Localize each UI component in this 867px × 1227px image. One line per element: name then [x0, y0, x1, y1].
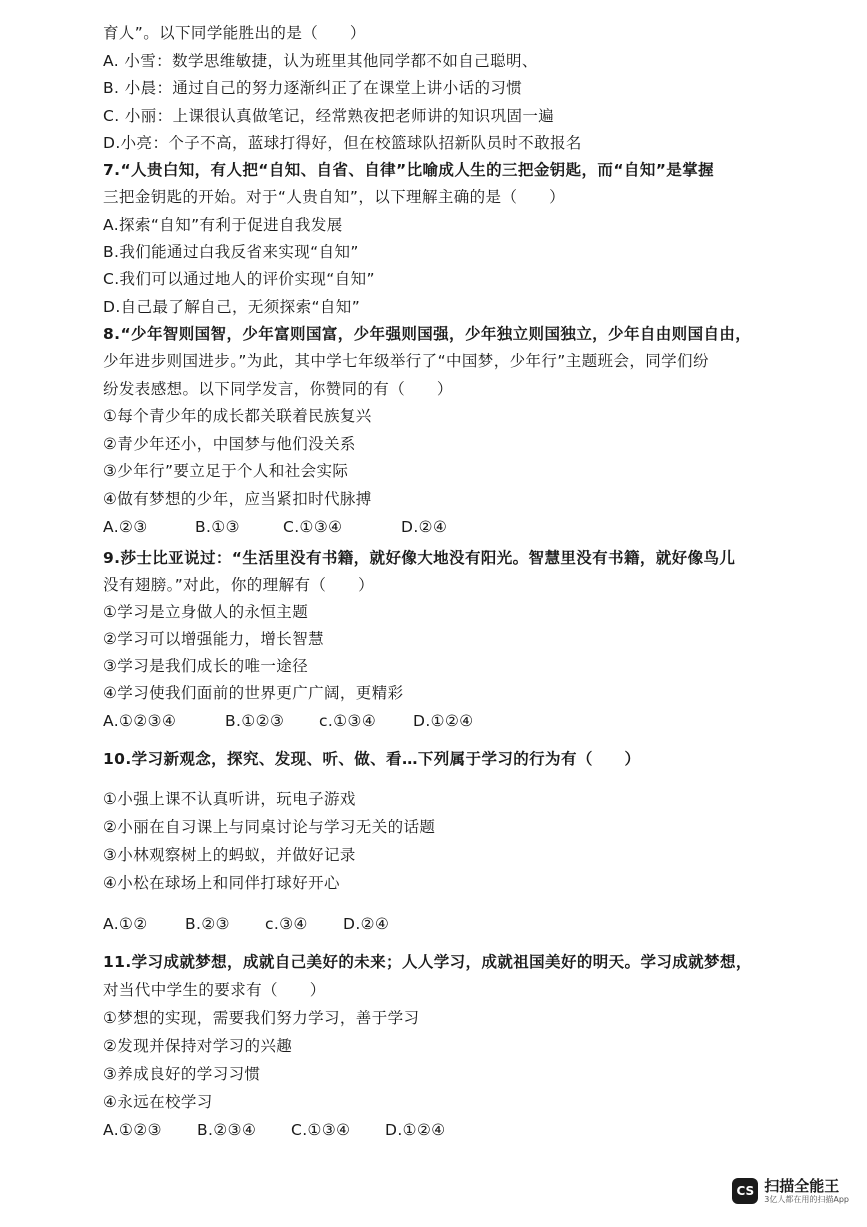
- option-d: D.①②④: [413, 712, 474, 730]
- text-line: ②发现并保持对学习的兴趣: [103, 1037, 293, 1055]
- text-line: B.我们能通过白我反省来实现“自知”: [103, 243, 359, 261]
- text-line: 没有翅膀。”对此，你的理解有（ ）: [103, 576, 374, 594]
- option-c: C.①③④: [291, 1121, 351, 1139]
- text-line: 育人”。以下同学能胜出的是（ ）: [103, 24, 366, 42]
- text-line: 少年进步则国进步。”为此，其中学七年级举行了“中国梦，少年行”主题班会，同学们纷: [103, 352, 709, 370]
- question-9-stem: 9.莎士比亚说过：“生活里没有书籍，就好像大地没有阳光。智慧里没有书籍，就好像鸟儿: [103, 549, 736, 567]
- question-11-options: [103, 1119, 446, 1141]
- question-10-stem: 10.学习新观念，探究、发现、听、做、看…下列属于学习的行为有（ ）: [103, 750, 641, 768]
- text-line: ④做有梦想的少年，应当紧扣时代脉搏: [103, 490, 372, 508]
- text-line: ①梦想的实现，需要我们努力学习，善于学习: [103, 1009, 420, 1027]
- option-d: D.①②④: [385, 1121, 446, 1139]
- text-line: ④小松在球场上和同伴打球好开心: [103, 874, 340, 892]
- watermark-app-name: 扫描全能王: [764, 1177, 840, 1195]
- option-d: D.②④: [343, 915, 390, 933]
- option-b: B.②③: [185, 915, 230, 933]
- question-8-options: [103, 516, 447, 538]
- text-line: 三把金钥匙的开始。对于“人贵自知”，以下理解主确的是（ ）: [103, 188, 566, 206]
- text-line: D.小亮：个子不高，蓝球打得好，但在校篮球队招新队员时不敢报名: [103, 134, 582, 152]
- text-line: ①小强上课不认真听讲，玩电子游戏: [103, 790, 356, 808]
- question-10-options: [103, 913, 389, 935]
- option-c: c.①③④: [319, 712, 377, 730]
- text-line: ④永远在校学习: [103, 1093, 213, 1111]
- text-line: 纷发表感想。以下同学发言，你赞同的有（ ）: [103, 380, 453, 398]
- option-a: A.①②: [103, 915, 148, 933]
- scanner-watermark: [732, 1177, 849, 1205]
- text-line: C.我们可以通过地人的评价实现“自知”: [103, 270, 375, 288]
- text-line: ②学习可以增强能力，增长智慧: [103, 630, 324, 648]
- watermark-text: [764, 1177, 849, 1205]
- text-line: B. 小晨：通过自己的努力逐渐纠正了在课堂上讲小话的习惯: [103, 79, 523, 97]
- option-b: B.①③: [195, 518, 240, 536]
- text-line: ②青少年还小，中国梦与他们没关系: [103, 435, 356, 453]
- option-b: B.①②③: [225, 712, 285, 730]
- text-line: ②小丽在自习课上与同桌讨论与学习无关的话题: [103, 818, 436, 836]
- question-11-stem: 11.学习成就梦想，成就自己美好的未来；人人学习，成就祖国美好的明天。学习成就梦想，: [103, 953, 752, 971]
- option-a: A.②③: [103, 518, 148, 536]
- watermark-tagline: 3亿人都在用的扫描App: [764, 1195, 849, 1204]
- question-8-stem: 8.“少年智则国智，少年富则国富，少年强则国强，少年独立则国独立，少年自由则国自由，: [103, 325, 752, 343]
- option-b: B.②③④: [197, 1121, 257, 1139]
- text-line: A. 小雪：数学思维敏捷，认为班里其他同学都不如自己聪明、: [103, 52, 538, 70]
- option-d: D.②④: [401, 518, 448, 536]
- text-line: 对当代中学生的要求有（ ）: [103, 981, 326, 999]
- text-line: D.自己最了解自己，无须探索“自知”: [103, 298, 361, 316]
- option-c: c.③④: [265, 915, 308, 933]
- text-line: ③学习是我们成长的唯一途径: [103, 657, 309, 675]
- text-line: ①学习是立身做人的永恒主题: [103, 603, 309, 621]
- text-line: ③少年行”要立足于个人和社会实际: [103, 462, 349, 480]
- camscanner-logo-icon: CS: [732, 1178, 758, 1204]
- text-line: A.探索“自知”有利于促进自我发展: [103, 216, 343, 234]
- text-line: ③小林观察树上的蚂蚁，并做好记录: [103, 846, 356, 864]
- text-line: ③养成良好的学习习惯: [103, 1065, 261, 1083]
- option-c: C.①③④: [283, 518, 343, 536]
- option-a: A.①②③④: [103, 712, 177, 730]
- text-line: C. 小丽：上课很认真做笔记，经常熟夜把老师讲的知识巩固一遍: [103, 107, 555, 125]
- option-a: A.①②③: [103, 1121, 162, 1139]
- question-7-stem: 7.“人贵白知，有人把“自知、自省、自律”比喻成人生的三把金钥匙，而“自知”是掌握: [103, 161, 715, 179]
- text-line: ①每个青少年的成长都关联着民族复兴: [103, 407, 372, 425]
- text-line: ④学习使我们面前的世界更广广阔，更精彩: [103, 684, 404, 702]
- question-9-options: [103, 710, 474, 732]
